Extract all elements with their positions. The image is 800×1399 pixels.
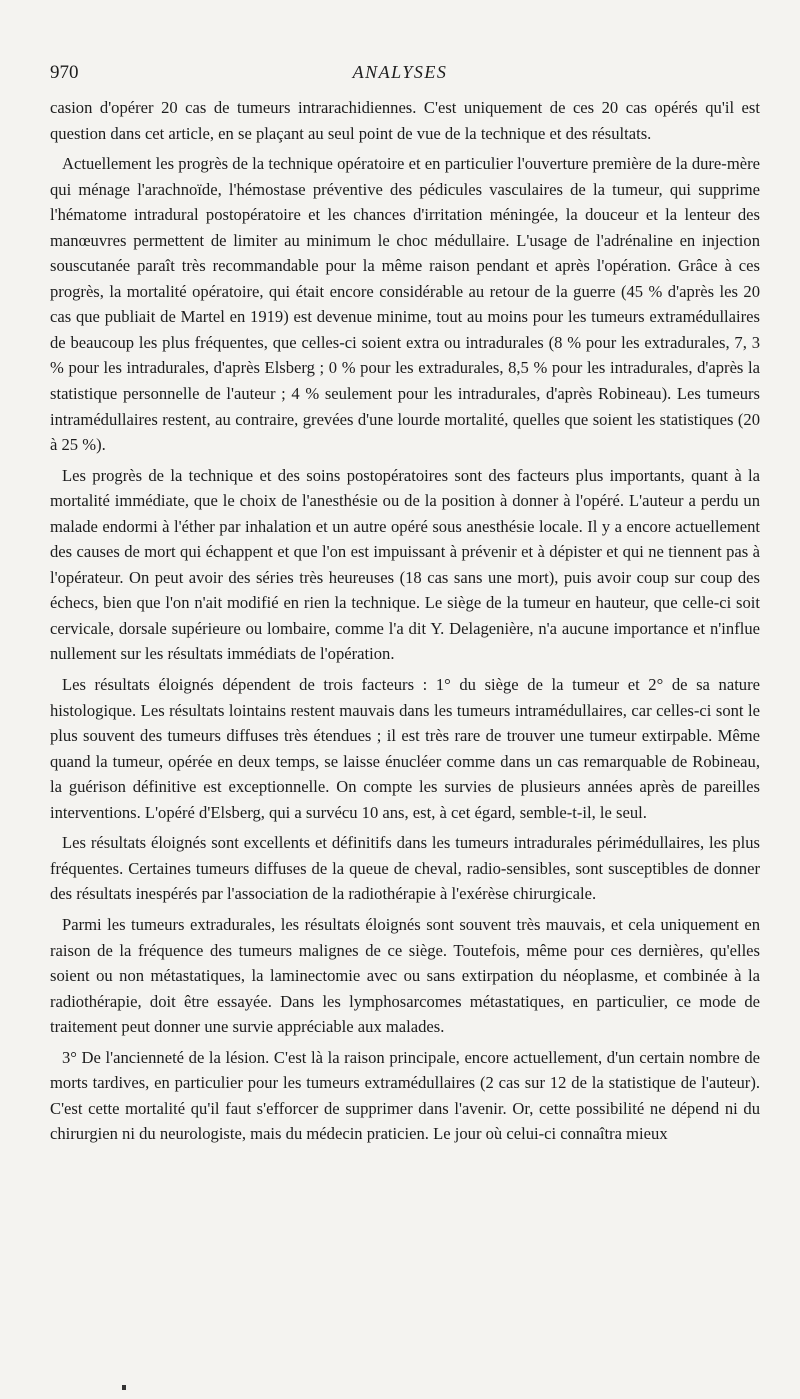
paragraph-lesion-age: 3° De l'ancienneté de la lésion. C'est là la raison principale, encore actuellement, d'un certain nombre de morts tardives, en particulier pour les tumeurs extramédullaires (2 cas sur 12 de la statistique de l'auteur). C'est cette mortalité qu'il faut s'efforcer de supprimer dans l'avenir. Or, cette possibilité ne dépend ni du chirurgien ni du neurologiste, mais du médecin praticien. Le jour où celui-ci connaîtra mieux (50, 1047, 760, 1144)
paragraph-distant-results: Les résultats éloignés dépendent de trois facteurs : 1° du siège de la tumeur et 2° de sa nature histologique. Les résultats lointains restent mauvais dans les tumeurs intramédullaires, car celles-ci sont le plus souvent des tumeurs diffuses très étendues ; il est très rare de trouver une tumeur extirpable. Même quand la tumeur, opérée en deux temps, se laisse énucléer comme dans un cas remarquable de Robineau, la guérison définitive est exceptionnelle. On compte les survies de plusieurs années après de pareilles interventions. L'opéré d'Elsberg, qui a survécu 10 ans, est, à cet égard, semble-t-il, le seul. (50, 675, 760, 822)
article-body (50, 95, 760, 1147)
paragraph-technique-progress: Actuellement les progrès de la technique opératoire et en particulier l'ouverture première de la dure-mère qui ménage l'arachnoïde, l'hémostase préventive des pédicules vasculaires de la tumeur, qui supprime l'hématome intradural postopératoire et les chances d'irritation méningée, la douceur et la lenteur des manœuvres permettent de limiter au minimum le choc médullaire. L'usage de l'adrénaline en injection souscutanée paraît très recommandable pour la même raison pendant et après l'opération. Grâce à ces progrès, la mortalité opératoire, qui était encore considérable au retour de la guerre (45 % d'après les 20 cas que publiait de Martel en 1919) est devenue minime, tout au moins pour les tumeurs extramédullaires de beaucoup les plus fréquentes, que celles-ci soient extra ou intradurales (8 % pour les extradurales, 7, 3 % pour les intradurales, d'après Elsberg ; 0 % pour les extradurales, 8,5 % pour les intradurales, d'après la statistique personnelle de l'auteur ; 4 % seulement pour les intradurales, d'après Robineau). Les tumeurs intramédullaires restent, au contraire, grevées d'une lourde mortalité, quelles que soient les statistiques (20 à 25 %). (50, 154, 760, 455)
running-head: ANALYSES (352, 62, 448, 82)
paragraph-intradural-results: Les résultats éloignés sont excellents et définitifs dans les tumeurs intradurales périmédullaires, les plus fréquentes. Certaines tumeurs diffuses de la queue de cheval, radio-sensibles, sont susceptibles de donner des résultats inespérés par l'association de la radiothérapie à l'exérèse chirurgicale. (50, 833, 760, 904)
paragraph-postoperative-care: Les progrès de la technique et des soins postopératoires sont des facteurs plus importants, quant à la mortalité immédiate, que le choix de l'anesthésie ou de la position à donner à l'opéré. L'auteur a perdu un malade endormi à l'éther par inhalation et un autre opéré sous anesthésie locale. Il y a encore actuellement des causes de mort qui échappent et que l'on est impuissant à prévenir et à dépister et qui ne tiennent pas à l'opérateur. On peut avoir des séries très heureuses (18 cas sans une mort), puis avoir coup sur coup des échecs, bien que l'on n'ait modifié en rien la technique. Le siège de la tumeur en hauteur, que celle-ci soit cervicale, dorsale supérieure ou lombaire, comme l'a dit Y. Delagenière, n'a aucune importance et n'influe nullement sur les résultats immédiats de l'opération. (50, 465, 760, 664)
page-number: 970 (50, 62, 79, 83)
paragraph-extradural-results: Parmi les tumeurs extradurales, les résultats éloignés sont souvent très mauvais, et cela uniquement en raison de la fréquence des tumeurs malignes de ce siège. Toutefois, même pour ces dernières, qu'elles soient ou non métastatiques, la laminectomie avec ou sans extirpation du néoplasme, et combinée à la radiothérapie, doit être essayée. Dans les lymphosarcomes métastatiques, en particulier, ce mode de traitement peut donner une survie appréciable aux malades. (50, 914, 760, 1037)
print-speck (122, 1385, 126, 1390)
page-header (50, 58, 750, 90)
paragraph-intro: casion d'opérer 20 cas de tumeurs intrarachidiennes. C'est uniquement de ces 20 cas opérés qu'il est question dans cet article, en se plaçant au seul point de vue de la technique et des résultats. (50, 98, 760, 143)
